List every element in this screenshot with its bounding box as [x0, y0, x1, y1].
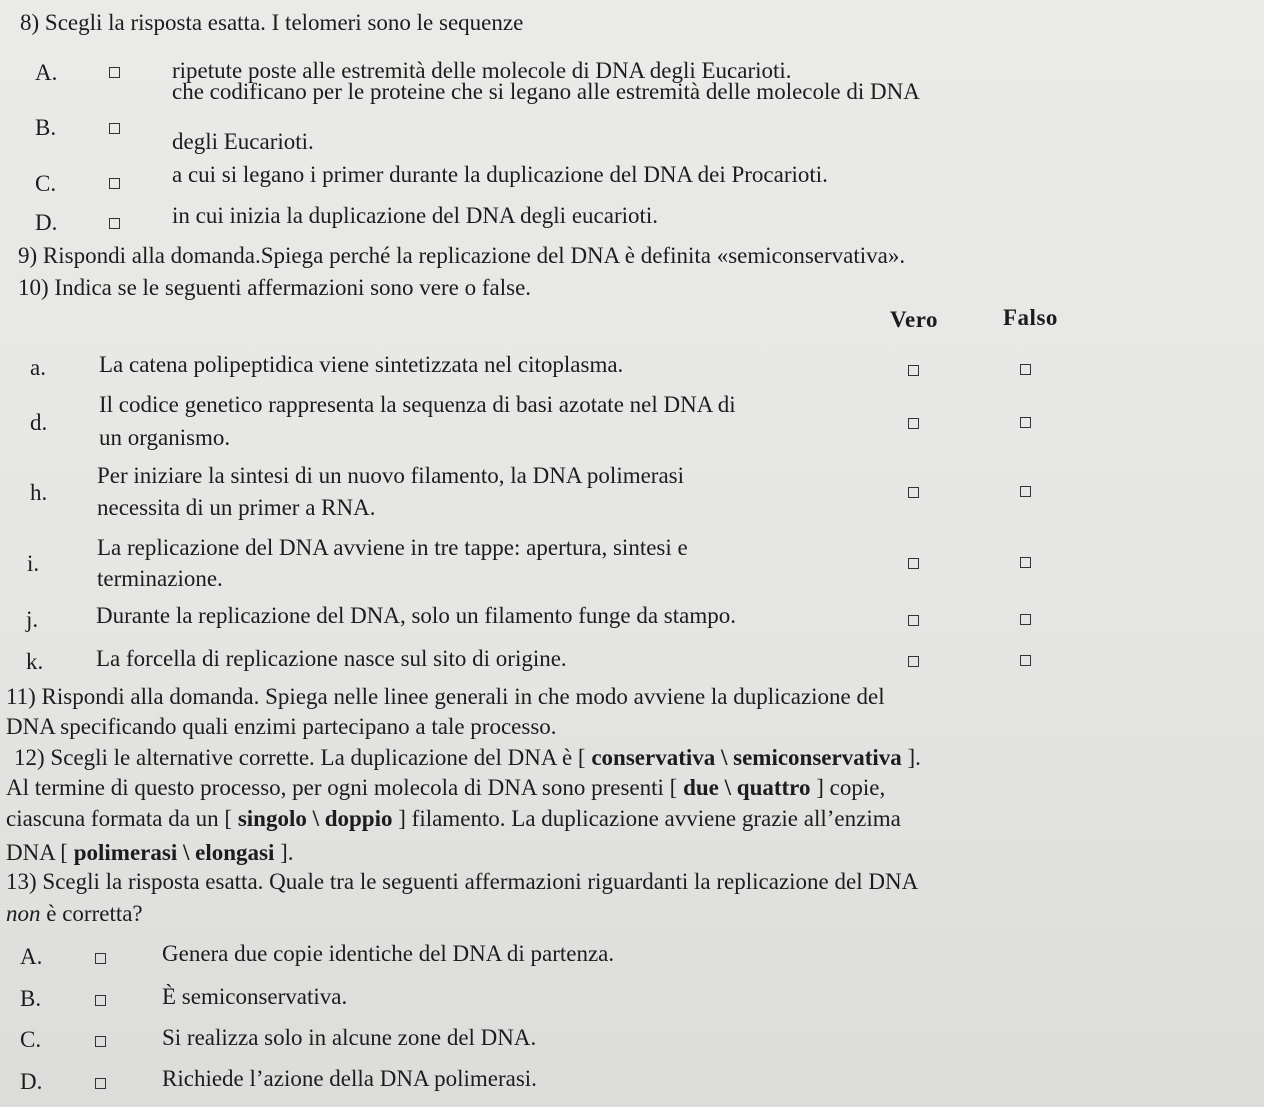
q10-row-h-letter: h. [30, 480, 48, 505]
q10-row-h-vero-checkbox[interactable] [908, 487, 919, 498]
q10-row-a-letter: a. [30, 355, 46, 380]
q10-row-k-falso-checkbox[interactable] [1020, 655, 1031, 666]
q8-option-d-letter: D. [35, 210, 58, 235]
q10-row-h-falso-checkbox[interactable] [1020, 486, 1031, 497]
q10-row-j-vero-checkbox[interactable] [908, 615, 919, 626]
q10-row-j-text: Durante la replicazione del DNA, solo un filamento funge da stampo. [96, 603, 736, 628]
q10-row-h-line1: Per iniziare la sintesi di un nuovo filamento, la DNA polimerasi [97, 463, 685, 488]
q10-row-i-falso-checkbox[interactable] [1020, 557, 1031, 568]
q13-option-b-text: È semiconservativa. [162, 984, 348, 1009]
q8-option-b-checkbox[interactable] [109, 123, 120, 134]
q10-header-falso: Falso [1003, 305, 1058, 330]
q12-choice-2[interactable]: due \ quattro [683, 775, 811, 800]
q10-row-i-vero-checkbox[interactable] [908, 558, 919, 569]
q10-row-a-text: La catena polipeptidica viene sintetizzata nel citoplasma. [99, 352, 624, 377]
q10-row-j-letter: j. [26, 607, 39, 632]
q13-line1: 13) Scegli la risposta esatta. Quale tra le seguenti affermazioni riguardanti la replicazione del DNA [6, 869, 919, 894]
q13-option-c-letter: C. [20, 1027, 42, 1052]
q8-option-c-letter: C. [35, 171, 57, 196]
q12-line1: 12) Scegli le alternative corrette. La duplicazione del DNA è [ conservativa \ semiconservativa ]. [14, 745, 921, 770]
q10-row-i-letter: i. [27, 551, 40, 576]
q10-row-d-letter: d. [30, 410, 48, 435]
q11-line1: 11) Rispondi alla domanda. Spiega nelle linee generali in che modo avviene la duplicazione del [6, 684, 885, 709]
q10-header-vero: Vero [890, 307, 938, 332]
q8-option-a-text: ripetute poste alle estremità delle molecole di DNA degli Eucarioti. [172, 58, 792, 83]
q12-choice-1[interactable]: conservativa \ semiconservativa [591, 745, 902, 770]
q10-row-d-line2: un organismo. [99, 425, 231, 450]
q8-option-c-text: a cui si legano i primer durante la duplicazione del DNA dei Procarioti. [172, 162, 828, 187]
q10-row-a-falso-checkbox[interactable] [1020, 364, 1031, 375]
q13-option-d-text: Richiede l’azione della DNA polimerasi. [162, 1066, 537, 1091]
q8-title: 8) Scegli la risposta esatta. I telomeri sono le sequenze [20, 10, 524, 35]
q10-row-d-falso-checkbox[interactable] [1020, 417, 1031, 428]
q13-option-b-checkbox[interactable] [95, 995, 106, 1006]
q13-option-d-checkbox[interactable] [95, 1078, 106, 1089]
q8-option-d-text: in cui inizia la duplicazione del DNA degli eucarioti. [172, 203, 659, 228]
q10-row-k-text: La forcella di replicazione nasce sul sito di origine. [96, 646, 567, 671]
q10-row-d-line1: Il codice genetico rappresenta la sequenza di basi azotate nel DNA di [99, 392, 736, 417]
q8-option-b-letter: B. [35, 115, 57, 140]
q12-choice-4[interactable]: polimerasi \ elongasi [73, 840, 275, 865]
q10-row-j-falso-checkbox[interactable] [1020, 614, 1031, 625]
q13-option-a-checkbox[interactable] [95, 953, 106, 964]
q8-option-a-checkbox[interactable] [109, 67, 120, 78]
q10-row-i-line1: La replicazione del DNA avviene in tre tappe: apertura, sintesi e [97, 535, 688, 560]
q10-row-k-letter: k. [26, 649, 44, 674]
q13-option-b-letter: B. [20, 986, 42, 1011]
q8-option-c-checkbox[interactable] [109, 178, 120, 189]
q10-title: 10) Indica se le seguenti affermazioni sono vere o false. [18, 275, 532, 300]
q10-row-d-vero-checkbox[interactable] [908, 418, 919, 429]
q10-row-i-line2: terminazione. [97, 566, 223, 591]
q13-option-c-text: Si realizza solo in alcune zone del DNA. [162, 1025, 537, 1050]
q12-choice-3[interactable]: singolo \ doppio [237, 806, 393, 831]
q13-line2: non è corretta? [6, 901, 143, 926]
q8-option-b-line1: che codificano per le proteine che si legano alle estremità delle molecole di DNA [172, 79, 920, 104]
q11-line2: DNA specificando quali enzimi partecipano a tale processo. [6, 714, 557, 739]
q12-line2: Al termine di questo processo, per ogni molecola di DNA sono presenti [ due \ quattro ] copie, [6, 775, 886, 800]
q8-option-b-line2: degli Eucarioti. [172, 129, 314, 154]
q13-option-d-letter: D. [20, 1069, 43, 1094]
q9-title: 9) Rispondi alla domanda.Spiega perché la replicazione del DNA è definita «semiconservativa». [18, 243, 906, 268]
q10-row-k-vero-checkbox[interactable] [908, 656, 919, 667]
q10-row-h-line2: necessita di un primer a RNA. [97, 495, 376, 520]
q8-option-a-letter: A. [35, 60, 58, 85]
q13-option-c-checkbox[interactable] [95, 1036, 106, 1047]
q12-line4: DNA [ polimerasi \ elongasi ]. [6, 840, 294, 865]
q13-option-a-text: Genera due copie identiche del DNA di partenza. [162, 941, 615, 966]
q8-option-d-checkbox[interactable] [109, 218, 120, 229]
q13-option-a-letter: A. [20, 944, 43, 969]
q10-row-a-vero-checkbox[interactable] [908, 365, 919, 376]
q12-line3: ciascuna formata da un [ singolo \ doppio ] filamento. La duplicazione avviene grazie all’enzima [6, 806, 901, 831]
